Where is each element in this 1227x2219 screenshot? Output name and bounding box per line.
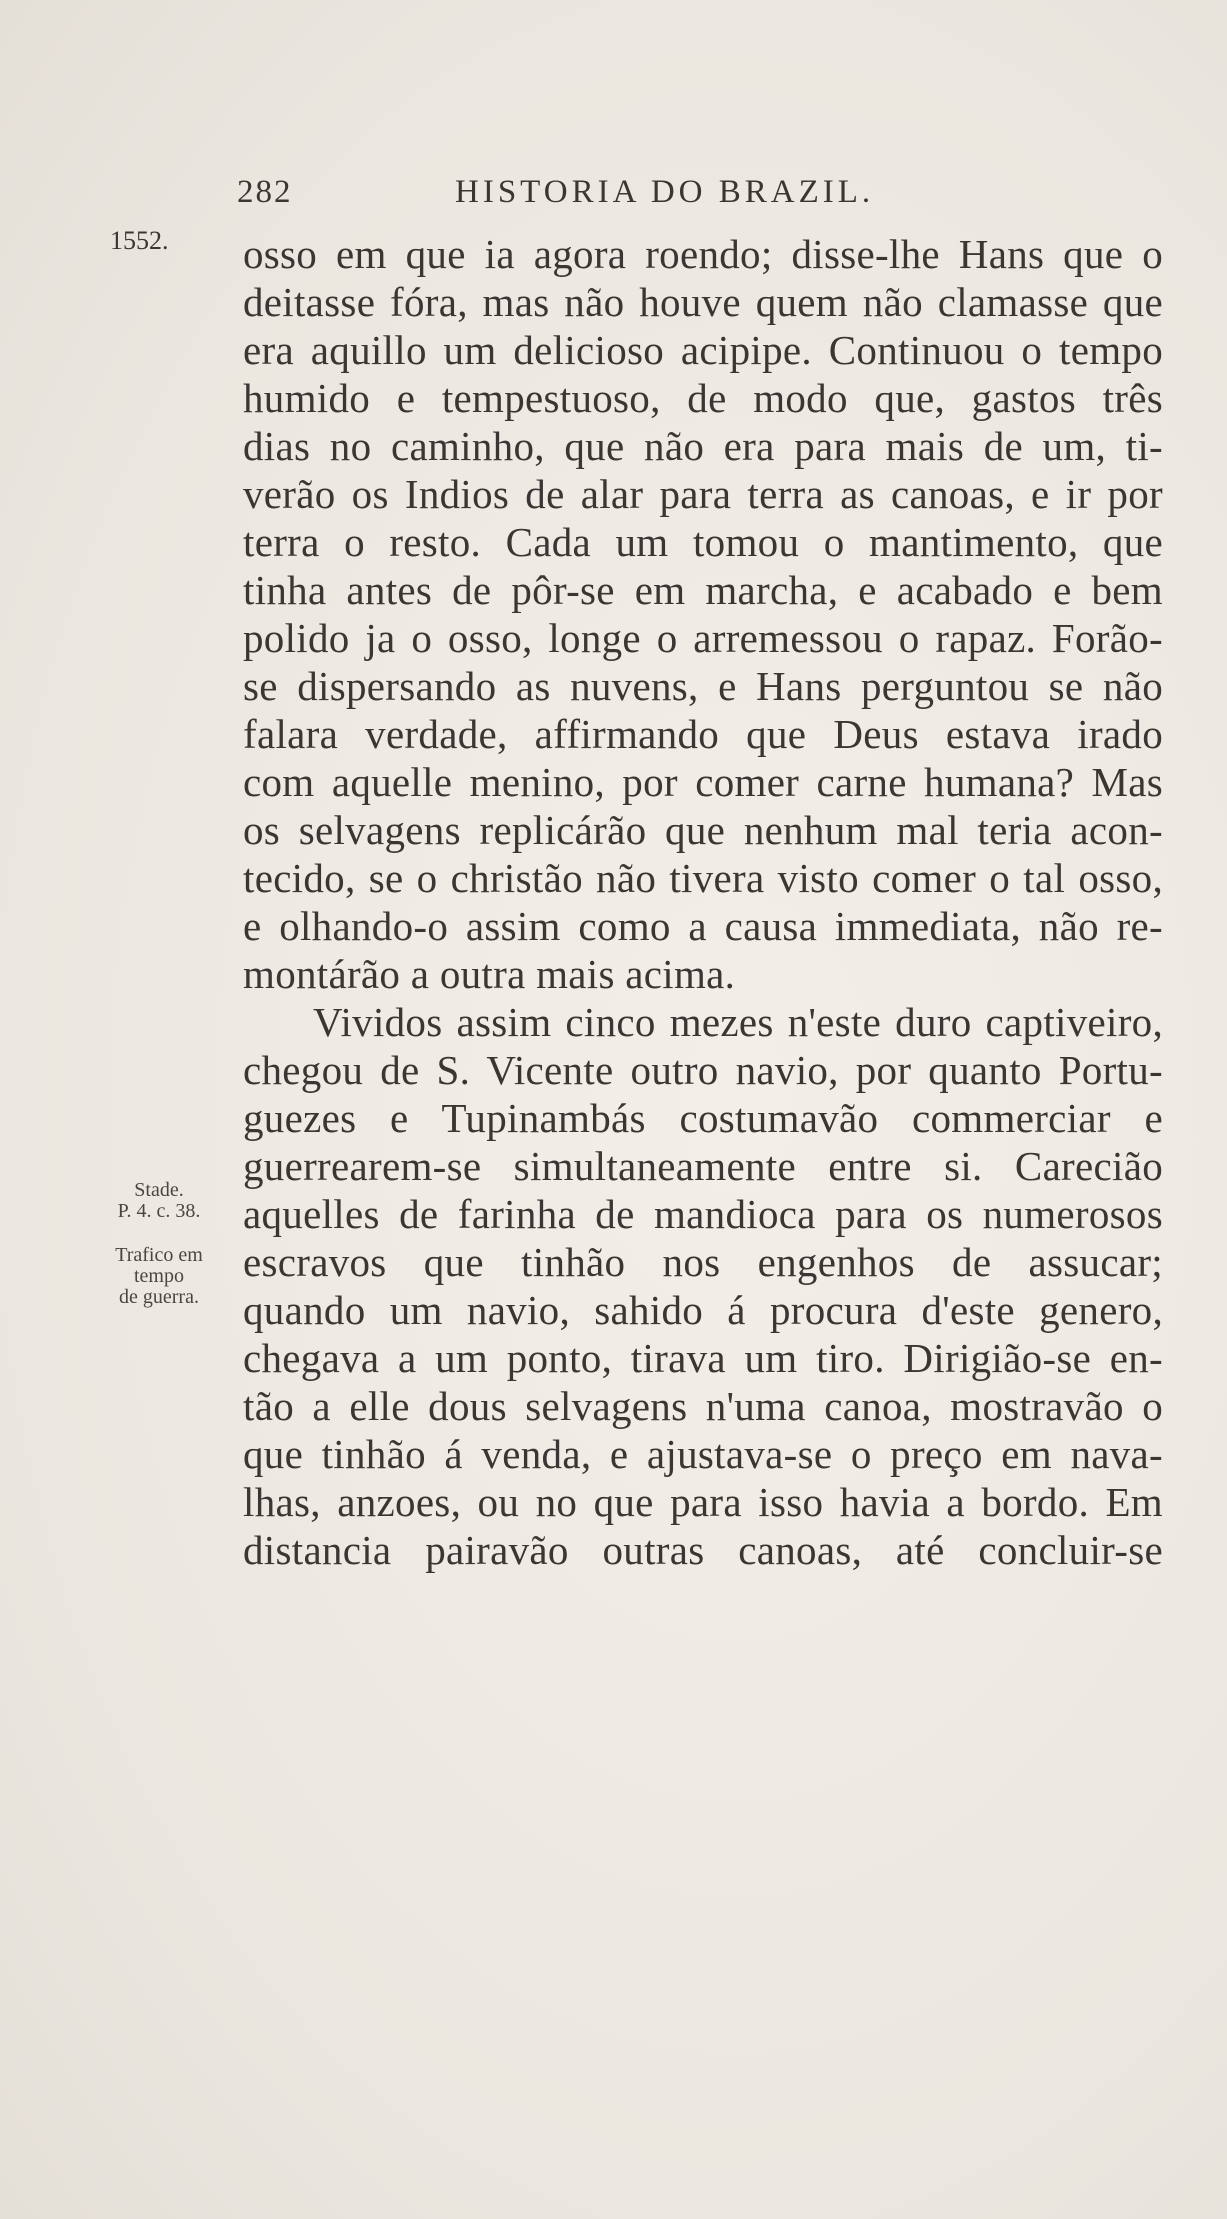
text-line: distancia pairavão outras canoas, até concluir-se [243, 1527, 1163, 1573]
text-line: com aquelle menino, por comer carne humana? Mas [243, 759, 1163, 805]
margin-note-line: Trafico em [115, 1244, 203, 1266]
text-line: lhas, anzoes, ou no que para isso havia a bordo. Em [243, 1479, 1163, 1525]
running-title: HISTORIA DO BRAZIL. [455, 174, 875, 210]
margin-note-line: de guerra. [119, 1286, 199, 1308]
text-line: quando um navio, sahido á procura d'este genero, [243, 1287, 1163, 1333]
text-line: tão a elle dous selvagens n'uma canoa, mostravão o [243, 1383, 1163, 1429]
text-line: guezes e Tupinambás costumavão commerciar e [243, 1095, 1163, 1141]
text-line: chegava a um ponto, tirava um tiro. Dirigião-se en- [243, 1335, 1163, 1381]
margin-note-line: P. 4. c. 38. [117, 1200, 201, 1222]
margin-note-trafico [100, 1245, 218, 1308]
text-line: verão os Indios de alar para terra as canoas, e ir por [243, 471, 1163, 517]
text-line: osso em que ia agora roendo; disse-lhe Hans que o [243, 231, 1163, 277]
text-line: deitasse fóra, mas não houve quem não clamasse que [243, 279, 1163, 325]
text-line: humido e tempestuoso, de modo que, gastos três [243, 375, 1163, 421]
text-line: dias no caminho, que não era para mais de um, ti- [243, 423, 1163, 469]
margin-note-line: Stade. [134, 1179, 184, 1201]
text-line: guerrearem-se simultaneamente entre si. Carecião [243, 1143, 1163, 1189]
text-line: polido ja o osso, longe o arremessou o rapaz. Forão- [243, 615, 1163, 661]
text-line: Vividos assim cinco mezes n'este duro captiveiro, [313, 999, 1163, 1045]
text-line: montárão a outra mais acima. [243, 951, 736, 997]
text-line: se dispersando as nuvens, e Hans perguntou se não [243, 663, 1163, 709]
margin-note-line: tempo [134, 1265, 184, 1287]
text-line: que tinhão á venda, e ajustava-se o preço em nava- [243, 1431, 1163, 1477]
page-number: 282 [237, 174, 293, 210]
text-line: era aquillo um delicioso acipipe. Continuou o tempo [243, 327, 1163, 373]
text-line: falara verdade, affirmando que Deus estava irado [243, 711, 1163, 757]
margin-year: 1552. [110, 226, 169, 255]
text-line: escravos que tinhão nos engenhos de assucar; [243, 1239, 1163, 1285]
text-line: e olhando-o assim como a causa immediata, não re- [243, 903, 1163, 949]
text-line: tinha antes de pôr-se em marcha, e acabado e bem [243, 567, 1163, 613]
text-line: tecido, se o christão não tivera visto comer o tal osso, [243, 855, 1163, 901]
body-text [243, 230, 1163, 1574]
text-line: chegou de S. Vicente outro navio, por quanto Portu- [243, 1047, 1163, 1093]
text-line: terra o resto. Cada um tomou o mantimento, que [243, 519, 1163, 565]
page-header [237, 166, 987, 216]
text-line: os selvagens replicárão que nenhum mal teria acon- [243, 807, 1163, 853]
text-line: aquelles de farinha de mandioca para os numerosos [243, 1191, 1163, 1237]
margin-note-stade [100, 1180, 218, 1222]
